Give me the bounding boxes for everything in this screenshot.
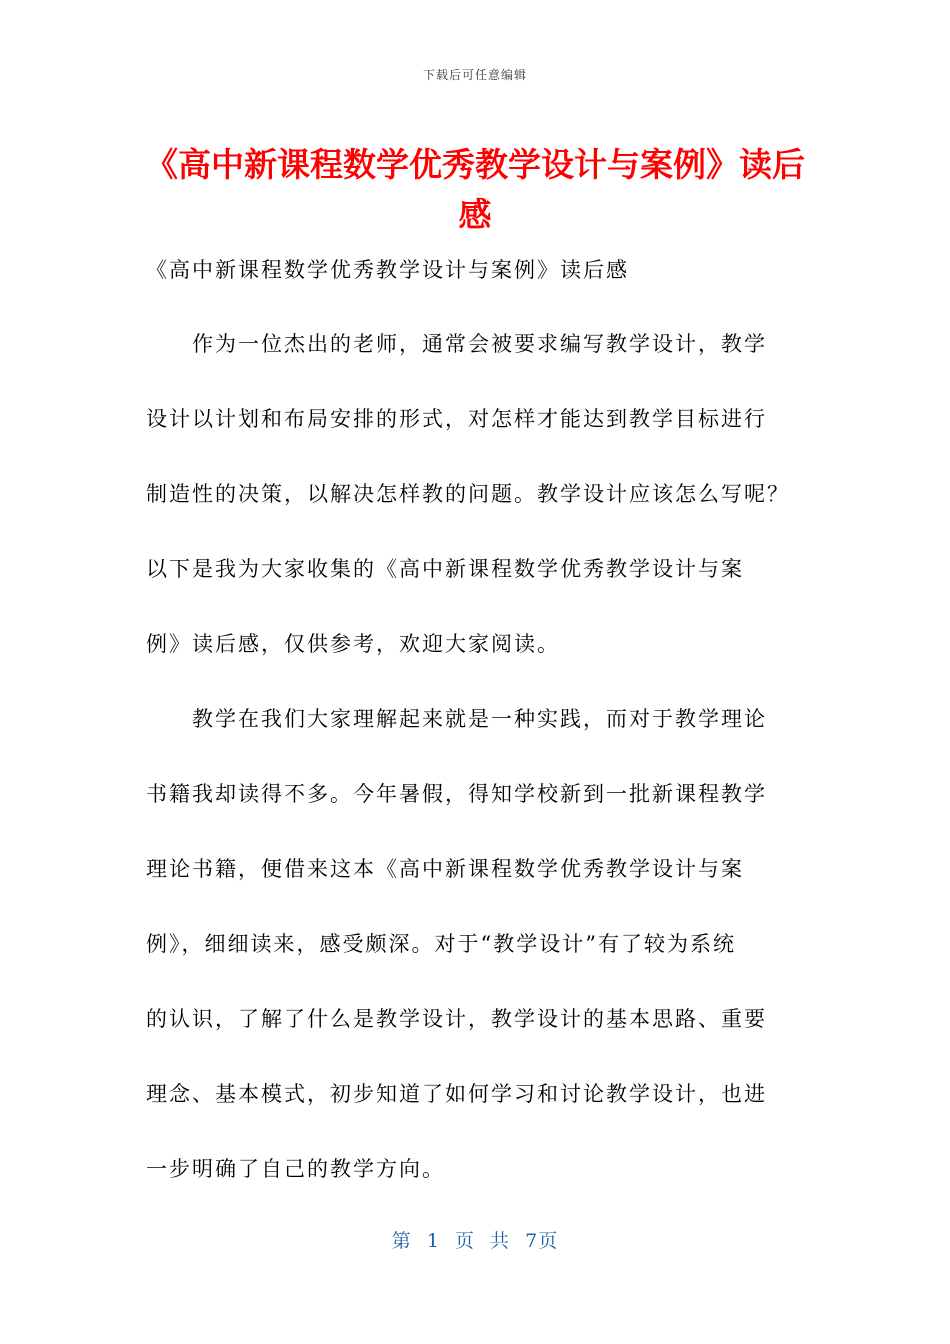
footer-total-pages: 7页 <box>525 1230 559 1252</box>
document-title: 《高中新课程数学优秀教学设计与案例》读后感 <box>145 145 805 234</box>
paragraph-line: 设计以计划和布局安排的形式，对怎样才能达到教学目标进行 <box>146 407 767 431</box>
paragraph-line: 以下是我为大家收集的《高中新课程数学优秀教学设计与案 <box>146 557 744 581</box>
page-footer <box>0 1226 950 1253</box>
paragraph-line: 书籍我却读得不多。今年暑假，得知学校新到一批新课程教学 <box>146 782 767 806</box>
footer-gong: 共 <box>490 1230 511 1252</box>
paragraph-line: 例》读后感，仅供参考，欢迎大家阅读。 <box>146 632 560 656</box>
footer-ye: 页 <box>454 1230 475 1252</box>
header-note: 下载后可任意编辑 <box>422 68 527 82</box>
paragraph-line: 一步明确了自己的教学方向。 <box>146 1157 445 1181</box>
paragraph-line: 教学在我们大家理解起来就是一种实践，而对于教学理论 <box>192 707 767 731</box>
footer-di: 第 <box>391 1230 412 1252</box>
subtitle-line: 《高中新课程数学优秀教学设计与案例》读后感 <box>146 258 629 282</box>
paragraph-line: 的认识，了解了什么是教学设计，教学设计的基本思路、重要 <box>146 1007 767 1031</box>
paragraph-line: 理念、基本模式，初步知道了如何学习和讨论教学设计，也进 <box>146 1082 767 1106</box>
paragraph-line: 制造性的决策，以解决怎样教的问题。教学设计应该怎么写呢？ <box>146 482 790 506</box>
paragraph-line: 理论书籍，便借来这本《高中新课程数学优秀教学设计与案 <box>146 857 744 881</box>
paragraph-line: 作为一位杰出的老师，通常会被要求编写教学设计，教学 <box>192 332 767 356</box>
footer-page-number: 1 <box>426 1230 440 1252</box>
paragraph-line: 例》，细细读来，感受颇深。对于“教学设计”有了较为系统 <box>146 932 736 956</box>
